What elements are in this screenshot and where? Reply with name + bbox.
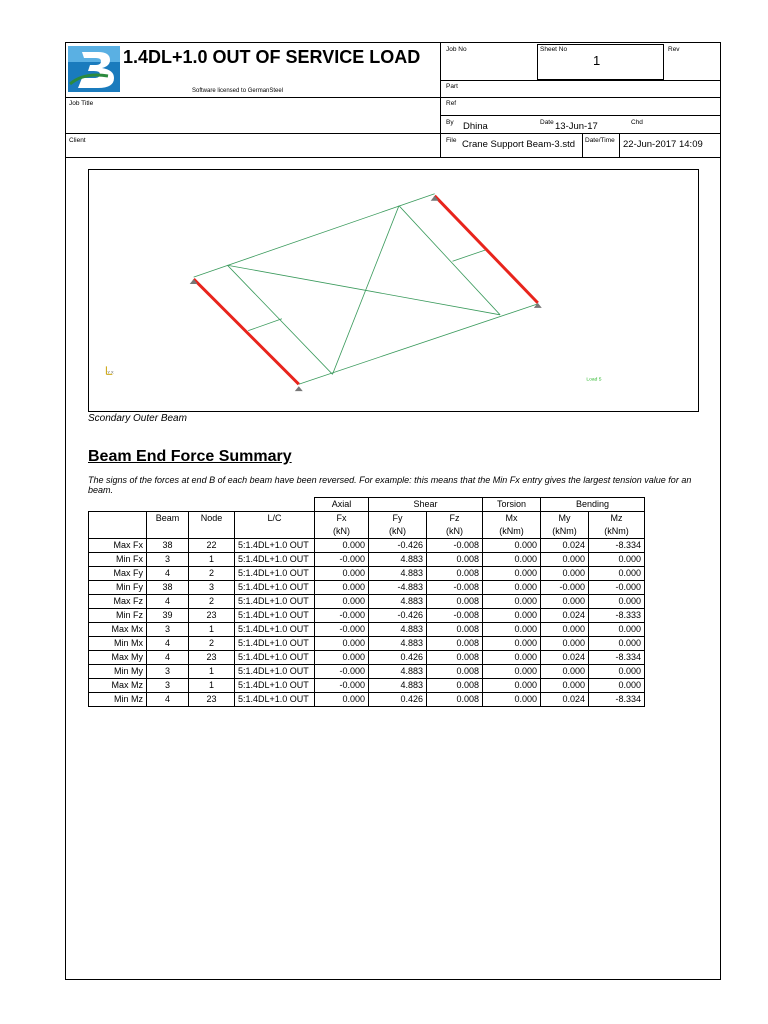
cell-row-label: Min My <box>89 665 147 679</box>
cell-beam: 4 <box>147 651 189 665</box>
divider <box>619 133 620 157</box>
section-note: The signs of the forces at end B of each beam have been reversed. For example: this means that the Min Fx entry gives the largest tension value for an beam. <box>88 475 692 495</box>
cell-row-label: Max Mz <box>89 679 147 693</box>
cell-fy: 4.883 <box>369 679 427 693</box>
cell-my: 0.024 <box>541 651 589 665</box>
table-row <box>89 693 645 707</box>
cell-mx: 0.000 <box>483 595 541 609</box>
cell-load-case: 5:1.4DL+1.0 OUT <box>235 539 315 553</box>
by-value: Dhina <box>463 121 488 132</box>
cell-node: 1 <box>189 553 235 567</box>
header-fz: Fz <box>427 512 483 526</box>
cell-fx: 0.000 <box>315 567 369 581</box>
table-row <box>89 637 645 651</box>
cell-mx: 0.000 <box>483 665 541 679</box>
cell-mx: 0.000 <box>483 679 541 693</box>
group-bending: Bending <box>541 498 645 512</box>
cell-fy: -0.426 <box>369 609 427 623</box>
cell-mx: 0.000 <box>483 623 541 637</box>
cell-mx: 0.000 <box>483 609 541 623</box>
cell-fz: 0.008 <box>427 637 483 651</box>
cell-fz: 0.008 <box>427 693 483 707</box>
date-time-value: 22-Jun-2017 14:09 <box>623 139 703 150</box>
table-row <box>89 553 645 567</box>
cell-row-label: Max Fz <box>89 595 147 609</box>
divider <box>440 80 720 81</box>
header-beam: Beam <box>147 512 189 539</box>
header-lc: L/C <box>235 512 315 539</box>
beam-end-force-table <box>88 497 645 707</box>
table-row <box>89 651 645 665</box>
cell-mz: 0.000 <box>589 679 645 693</box>
structure-diagram <box>88 169 699 412</box>
table-row <box>89 539 645 553</box>
cell-node: 23 <box>189 609 235 623</box>
cell-my: 0.024 <box>541 609 589 623</box>
divider <box>440 43 441 158</box>
cell-fz: 0.008 <box>427 595 483 609</box>
section-heading: Beam End Force Summary <box>88 448 292 465</box>
column-header-row <box>89 512 645 526</box>
cell-mz: 0.000 <box>589 553 645 567</box>
header-fy: Fy <box>369 512 427 526</box>
cell-mx: 0.000 <box>483 567 541 581</box>
header-fx: Fx <box>315 512 369 526</box>
cell-load-case: 5:1.4DL+1.0 OUT <box>235 581 315 595</box>
cell-row-label: Max Fx <box>89 539 147 553</box>
file-value: Crane Support Beam-3.std <box>462 139 576 150</box>
cell-fy: 4.883 <box>369 595 427 609</box>
ref-label: Ref <box>446 100 457 107</box>
group-axial: Axial <box>315 498 369 512</box>
cell-fx: 0.000 <box>315 581 369 595</box>
cell-load-case: 5:1.4DL+1.0 OUT <box>235 623 315 637</box>
report-title: 1.4DL+1.0 OUT OF SERVICE LOAD <box>123 47 421 67</box>
table-row <box>89 679 645 693</box>
group-header-row <box>89 498 645 512</box>
sheet-no-value: 1 <box>593 53 601 68</box>
part-label: Part <box>446 83 458 90</box>
cell-node: 1 <box>189 623 235 637</box>
cell-fx: 0.000 <box>315 539 369 553</box>
cell-mx: 0.000 <box>483 651 541 665</box>
header-my: My <box>541 512 589 526</box>
cell-fy: 0.426 <box>369 651 427 665</box>
cell-node: 1 <box>189 665 235 679</box>
unit-fz: (kN) <box>427 525 483 539</box>
cell-node: 1 <box>189 679 235 693</box>
cell-my: 0.024 <box>541 539 589 553</box>
cell-fy: 4.883 <box>369 567 427 581</box>
cell-load-case: 5:1.4DL+1.0 OUT <box>235 637 315 651</box>
cell-mx: 0.000 <box>483 581 541 595</box>
header-node: Node <box>189 512 235 539</box>
cell-beam: 3 <box>147 679 189 693</box>
cell-fz: -0.008 <box>427 581 483 595</box>
date-value: 13-Jun-17 <box>555 121 598 132</box>
cell-beam: 4 <box>147 637 189 651</box>
cell-load-case: 5:1.4DL+1.0 OUT <box>235 693 315 707</box>
cell-fz: 0.008 <box>427 623 483 637</box>
axis-label: Y X <box>107 369 114 375</box>
cell-my: -0.000 <box>541 581 589 595</box>
cell-fy: -0.426 <box>369 539 427 553</box>
cell-beam: 4 <box>147 567 189 581</box>
load-label: Load 5 <box>586 377 602 383</box>
cell-fz: 0.008 <box>427 665 483 679</box>
cell-fz: 0.008 <box>427 651 483 665</box>
cell-load-case: 5:1.4DL+1.0 OUT <box>235 665 315 679</box>
title-block <box>66 43 720 158</box>
cell-row-label: Max Mx <box>89 623 147 637</box>
unit-my: (kNm) <box>541 525 589 539</box>
cell-row-label: Min Fz <box>89 609 147 623</box>
unit-mx: (kNm) <box>483 525 541 539</box>
unit-fy: (kN) <box>369 525 427 539</box>
cell-beam: 4 <box>147 595 189 609</box>
cell-mz: 0.000 <box>589 637 645 651</box>
cell-load-case: 5:1.4DL+1.0 OUT <box>235 609 315 623</box>
chd-label: Chd <box>631 119 643 126</box>
cell-my: 0.000 <box>541 553 589 567</box>
cell-row-label: Max My <box>89 651 147 665</box>
cell-row-label: Min Mz <box>89 693 147 707</box>
cell-beam: 3 <box>147 665 189 679</box>
table-row <box>89 567 645 581</box>
divider <box>440 115 720 116</box>
cell-mz: 0.000 <box>589 623 645 637</box>
divider <box>66 97 720 98</box>
cell-my: 0.000 <box>541 679 589 693</box>
cell-beam: 38 <box>147 539 189 553</box>
cell-fy: 4.883 <box>369 637 427 651</box>
job-title-label: Job Title <box>69 100 94 107</box>
cell-fx: -0.000 <box>315 665 369 679</box>
unit-fx: (kN) <box>315 525 369 539</box>
job-no-label: Job No <box>446 46 467 53</box>
cell-mz: -8.334 <box>589 693 645 707</box>
cell-load-case: 5:1.4DL+1.0 OUT <box>235 679 315 693</box>
report-page <box>65 42 721 980</box>
cell-mx: 0.000 <box>483 539 541 553</box>
cell-my: 0.000 <box>541 623 589 637</box>
cell-fx: 0.000 <box>315 637 369 651</box>
table-row <box>89 609 645 623</box>
cell-fx: 0.000 <box>315 693 369 707</box>
table-row <box>89 665 645 679</box>
rev-label: Rev <box>668 46 680 53</box>
divider <box>66 133 720 134</box>
cell-fx: 0.000 <box>315 595 369 609</box>
header-mx: Mx <box>483 512 541 526</box>
table-row <box>89 581 645 595</box>
cell-mz: -8.334 <box>589 651 645 665</box>
cell-mx: 0.000 <box>483 637 541 651</box>
divider <box>66 157 720 158</box>
cell-fz: 0.008 <box>427 679 483 693</box>
cell-my: 0.000 <box>541 595 589 609</box>
cell-node: 23 <box>189 693 235 707</box>
cell-mx: 0.000 <box>483 693 541 707</box>
cell-node: 2 <box>189 637 235 651</box>
cell-mz: 0.000 <box>589 595 645 609</box>
cell-fx: -0.000 <box>315 623 369 637</box>
cell-fz: -0.008 <box>427 609 483 623</box>
cell-node: 3 <box>189 581 235 595</box>
software-license-note: Software licensed to GermanSteel <box>192 88 284 94</box>
cell-beam: 3 <box>147 553 189 567</box>
cell-row-label: Min Fy <box>89 581 147 595</box>
cell-my: 0.000 <box>541 637 589 651</box>
cell-mz: -8.333 <box>589 609 645 623</box>
header-mz: Mz <box>589 512 645 526</box>
cell-mz: 0.000 <box>589 567 645 581</box>
cell-fz: -0.008 <box>427 539 483 553</box>
cell-fz: 0.008 <box>427 567 483 581</box>
cell-node: 22 <box>189 539 235 553</box>
sheet-no-label: Sheet No <box>540 46 568 53</box>
divider <box>582 133 583 157</box>
cell-fx: -0.000 <box>315 553 369 567</box>
cell-node: 2 <box>189 595 235 609</box>
cell-my: 0.000 <box>541 665 589 679</box>
cell-mz: 0.000 <box>589 665 645 679</box>
cell-load-case: 5:1.4DL+1.0 OUT <box>235 651 315 665</box>
cell-beam: 3 <box>147 623 189 637</box>
cell-row-label: Max Fy <box>89 567 147 581</box>
cell-fz: 0.008 <box>427 553 483 567</box>
date-time-label: Date/Time <box>585 137 615 144</box>
file-label: File <box>446 137 457 144</box>
cell-fy: 0.426 <box>369 693 427 707</box>
cell-mz: -8.334 <box>589 539 645 553</box>
group-torsion: Torsion <box>483 498 541 512</box>
group-shear: Shear <box>369 498 483 512</box>
table-row <box>89 595 645 609</box>
cell-row-label: Min Mx <box>89 637 147 651</box>
cell-my: 0.000 <box>541 567 589 581</box>
cell-fy: 4.883 <box>369 623 427 637</box>
cell-row-label: Min Fx <box>89 553 147 567</box>
client-label: Client <box>69 137 86 144</box>
cell-load-case: 5:1.4DL+1.0 OUT <box>235 567 315 581</box>
header-empty <box>89 512 147 539</box>
cell-node: 2 <box>189 567 235 581</box>
cell-load-case: 5:1.4DL+1.0 OUT <box>235 595 315 609</box>
cell-load-case: 5:1.4DL+1.0 OUT <box>235 553 315 567</box>
cell-fy: -4.883 <box>369 581 427 595</box>
date-label: Date <box>540 119 554 126</box>
cell-beam: 4 <box>147 693 189 707</box>
cell-fx: -0.000 <box>315 679 369 693</box>
by-label: By <box>446 119 454 126</box>
cell-mx: 0.000 <box>483 553 541 567</box>
frame-members <box>194 194 538 384</box>
staad-logo-icon <box>68 46 120 92</box>
cell-fx: -0.000 <box>315 609 369 623</box>
figure-caption: Scondary Outer Beam <box>88 413 187 424</box>
cell-fy: 4.883 <box>369 665 427 679</box>
cell-mz: -0.000 <box>589 581 645 595</box>
cell-beam: 39 <box>147 609 189 623</box>
cell-node: 23 <box>189 651 235 665</box>
table-row <box>89 623 645 637</box>
cell-beam: 38 <box>147 581 189 595</box>
cell-fy: 4.883 <box>369 553 427 567</box>
unit-mz: (kNm) <box>589 525 645 539</box>
cell-fx: 0.000 <box>315 651 369 665</box>
cell-my: 0.024 <box>541 693 589 707</box>
